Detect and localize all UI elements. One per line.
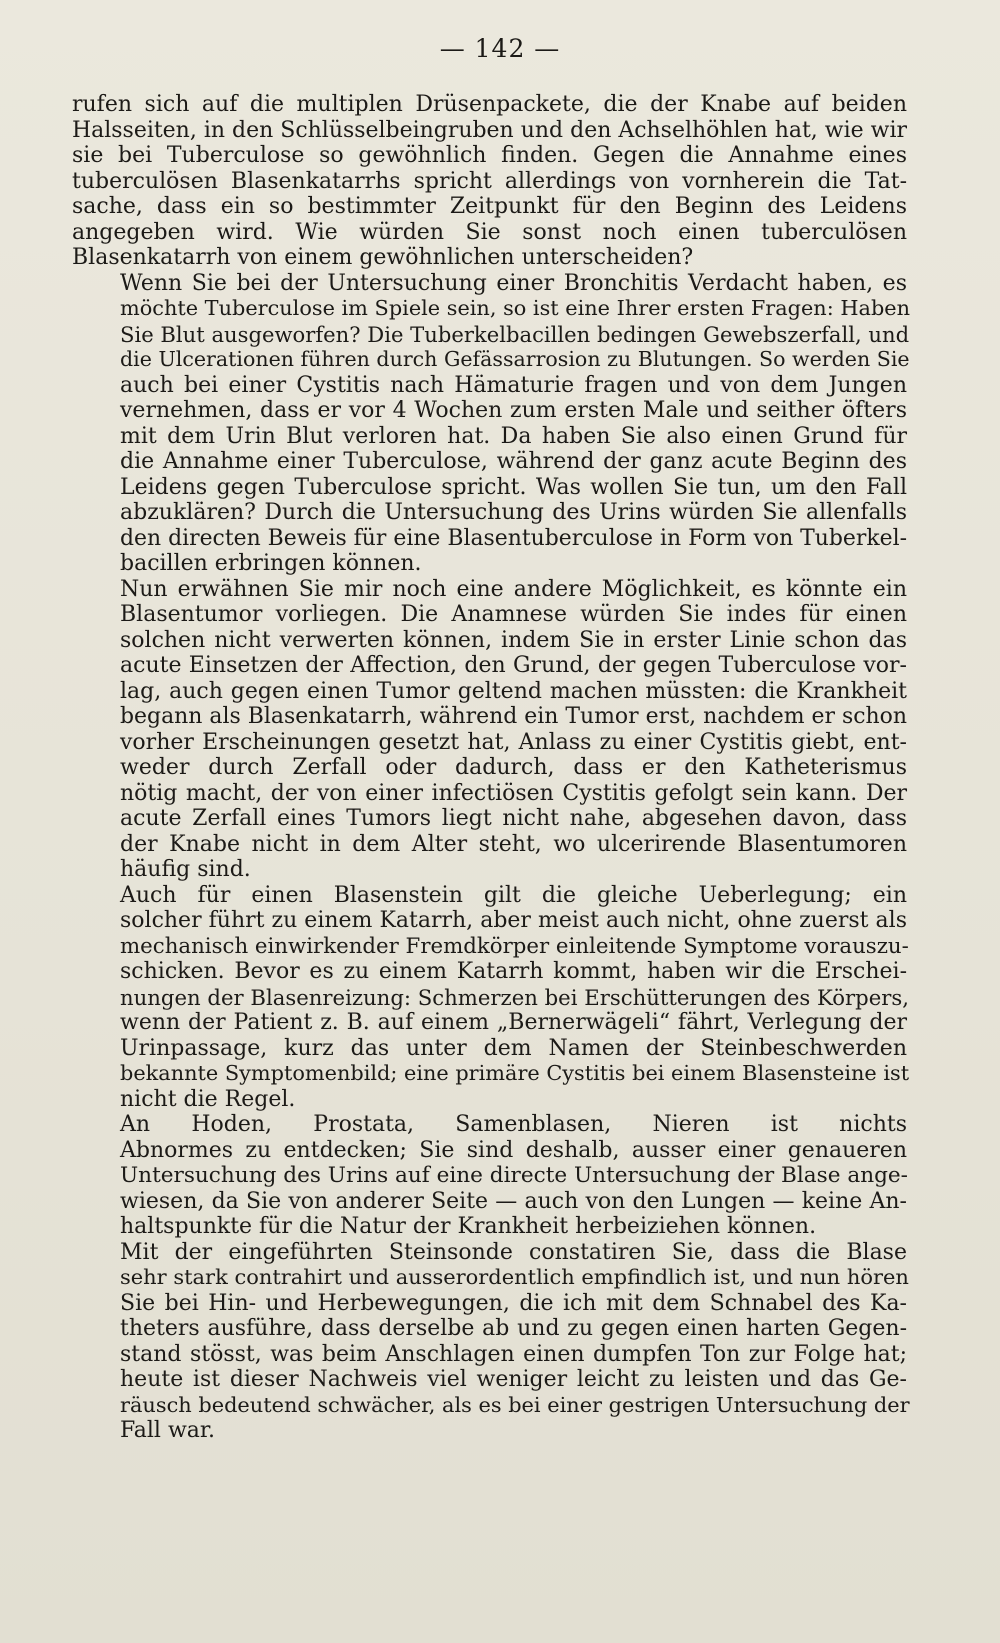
text-line: angegeben wird. Wie würden Sie sonst noch einen tuberculösen (72, 219, 907, 245)
text-line: Mit der eingeführten Steinsonde constatiren Sie, dass die Blase (120, 1239, 907, 1265)
text-line: solchen nicht verwerten können, indem Sie in erster Linie schon das (120, 627, 907, 653)
text-line: begann als Blasenkatarrh, während ein Tumor erst, nachdem er schon (120, 704, 907, 729)
text-line: acute Zerfall eines Tumors liegt nicht nahe, abgesehen davon, dass (120, 806, 907, 831)
text-line: schicken. Bevor es zu einem Katarrh kommt, haben wir die Erschei- (120, 959, 907, 984)
paragraph (72, 577, 907, 883)
text-line: acute Einsetzen der Affection, den Grund, der gegen Tuberculose vor- (120, 653, 907, 678)
text-line: Fall war. (120, 1418, 215, 1443)
paragraph (72, 882, 910, 1113)
text-line: mit dem Urin Blut verloren hat. Da haben Sie also einen Grund für (120, 423, 907, 449)
paragraph (72, 1239, 910, 1444)
text-line: haltspunkte für die Natur der Krankheit herbeiziehen können. (120, 1214, 817, 1239)
text-line: mechanisch einwirkender Fremdkörper einleitende Symptome vorauszu- (120, 933, 909, 959)
text-line: sehr stark contrahirt und ausserordentlich empfindlich ist, und nun hören (120, 1265, 909, 1289)
text-line: Blasentumor vorliegen. Die Anamnese würden Sie indes für einen (120, 602, 907, 627)
text-line: Auch für einen Blasenstein gilt die gleiche Ueberlegung; ein (120, 882, 907, 908)
text-line: bekannte Symptomenbild; eine primäre Cystitis bei einem Blasensteine ist (120, 1061, 910, 1085)
text-line: räusch bedeutend schwächer, als es bei einer gestrigen Untersuchung der (120, 1392, 910, 1417)
text-line: tuberculösen Blasenkatarrhs spricht allerdings von vornherein die Tat- (72, 168, 907, 194)
text-line: häufig sind. (120, 857, 251, 882)
text-line: möchte Tuberculose im Spiele sein, so ist eine Ihrer ersten Fragen: Haben (120, 296, 911, 320)
page-number: — 142 — (439, 34, 561, 63)
text-line: nötig macht, der von einer infectiösen Cystitis gefolgt sein kann. Der (120, 780, 907, 806)
text-line: Sie bei Hin- und Herbewegungen, die ich mit dem Schnabel des Ka- (120, 1290, 907, 1316)
text-line: der Knabe nicht in dem Alter steht, wo ulcerirende Blasentumoren (120, 831, 907, 857)
text-line: Abnormes zu entdecken; Sie sind deshalb, ausser einer genaueren (120, 1137, 907, 1163)
text-line: heute ist dieser Nachweis viel weniger leicht zu leisten und das Ge- (120, 1367, 907, 1392)
text-line: nicht die Regel. (120, 1086, 296, 1112)
text-line: lag, auch gegen einen Tumor geltend machen müssten: die Krankheit (120, 678, 907, 704)
text-line: An Hoden, Prostata, Samenblasen, Nieren ist nichts (120, 1112, 907, 1137)
text-line: Wenn Sie bei der Untersuchung einer Bronchitis Verdacht haben, es (120, 270, 907, 296)
text-line: die Annahme einer Tuberculose, während der ganz acute Beginn des (120, 449, 907, 474)
text-line: sache, dass ein so bestimmter Zeitpunkt für den Beginn des Leidens (72, 194, 907, 219)
text-line: wenn der Patient z. B. auf einem „Bernerwägeli“ fährt, Verlegung der (120, 1010, 907, 1035)
text-line: Halsseiten, in den Schlüsselbeingruben und den Achselhöhlen hat, wie wir (72, 117, 907, 143)
text-line: die Ulcerationen führen durch Gefässarrosion zu Blutungen. So werden Sie (120, 347, 910, 371)
text-line: Urinpassage, kurz das unter dem Namen der Steinbeschwerden (120, 1035, 907, 1061)
text-line: weder durch Zerfall oder dadurch, dass er den Katheterismus (120, 755, 907, 780)
text-line: sie bei Tuberculose so gewöhnlich finden. Gegen die Annahme eines (72, 143, 907, 168)
text-line: solcher führt zu einem Katarrh, aber meist auch nicht, ohne zuerst als (120, 908, 907, 933)
paragraph (72, 92, 907, 271)
paragraph (72, 270, 911, 577)
body-text (72, 92, 911, 1444)
text-line: Leidens gegen Tuberculose spricht. Was wollen Sie tun, um den Fall (120, 474, 907, 500)
text-line: den directen Beweis für eine Blasentuberculose in Form von Tuberkel- (120, 525, 907, 551)
text-line: nungen der Blasenreizung: Schmerzen bei Erschütterungen des Körpers, (120, 984, 910, 1010)
text-line: rufen sich auf die multiplen Drüsenpackete, die der Knabe auf beiden (72, 92, 907, 117)
text-line: vernehmen, dass er vor 4 Wochen zum ersten Male und seither öfters (120, 398, 907, 423)
text-line: stand stösst, was beim Anschlagen einen dumpfen Ton zur Folge hat; (120, 1341, 907, 1367)
text-line: Nun erwähnen Sie mir noch eine andere Möglichkeit, es könnte ein (120, 576, 907, 602)
text-line: Blasenkatarrh von einem gewöhnlichen unterscheiden? (72, 245, 694, 270)
text-line: auch bei einer Cystitis nach Hämaturie fragen und von dem Jungen (120, 372, 907, 398)
paragraph (72, 1112, 907, 1240)
text-line: vorher Erscheinungen gesetzt hat, Anlass zu einer Cystitis giebt, ent- (120, 729, 907, 755)
text-line: theters ausführe, dass derselbe ab und zu gegen einen harten Gegen- (120, 1316, 907, 1341)
text-line: Sie Blut ausgeworfen? Die Tuberkelbacillen bedingen Gewebszerfall, und (120, 321, 910, 347)
text-line: abzuklären? Durch die Untersuchung des Urins würden Sie allenfalls (120, 500, 907, 525)
text-line: wiesen, da Sie von anderer Seite — auch von den Lungen — keine An- (120, 1188, 907, 1214)
text-line: bacillen erbringen können. (120, 551, 422, 576)
text-line: Untersuchung des Urins auf eine directe Untersuchung der Blase ange- (120, 1163, 908, 1188)
